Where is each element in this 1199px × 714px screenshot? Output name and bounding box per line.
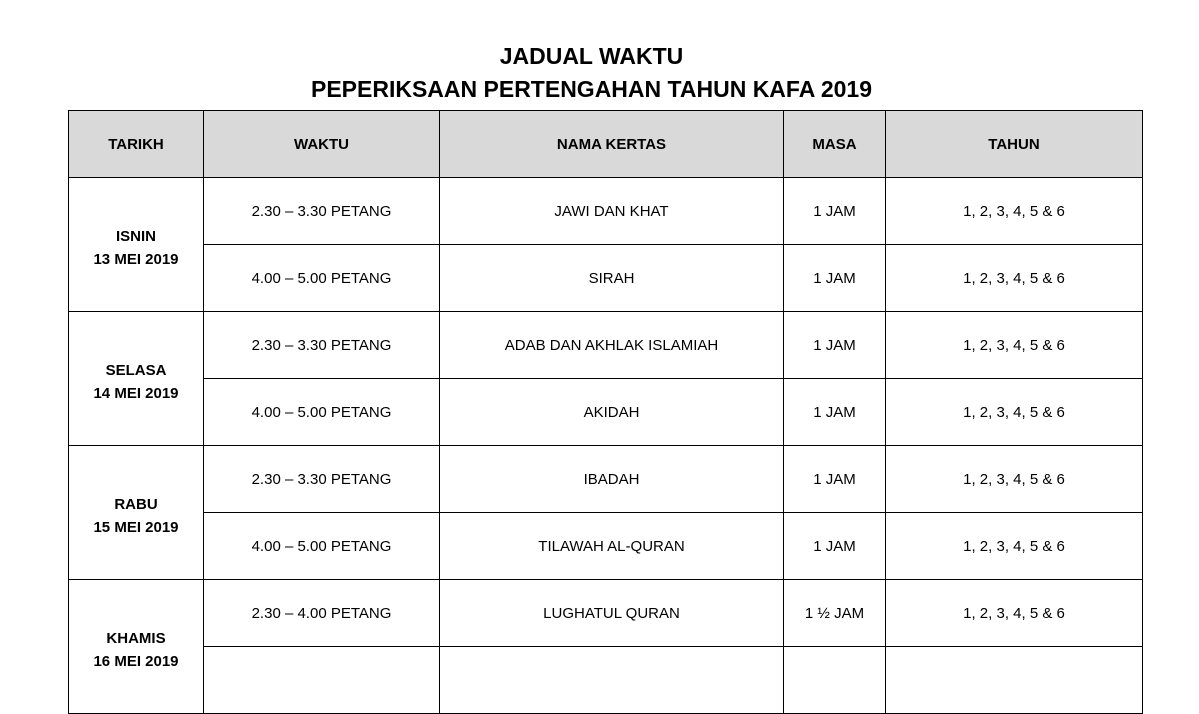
masa-cell: 1 JAM bbox=[784, 513, 886, 580]
table-row bbox=[69, 513, 1143, 580]
title-line-2: PEPERIKSAAN PERTENGAHAN TAHUN KAFA 2019 bbox=[310, 76, 873, 102]
table-row bbox=[69, 312, 1143, 379]
day-name: SELASA bbox=[105, 361, 167, 379]
day-name: RABU bbox=[114, 495, 158, 513]
waktu-cell: 4.00 – 5.00 PETANG bbox=[204, 513, 440, 580]
waktu-cell: 2.30 – 3.30 PETANG bbox=[204, 178, 440, 245]
date-cell bbox=[69, 580, 204, 714]
waktu-cell: 2.30 – 3.30 PETANG bbox=[204, 312, 440, 379]
table-row bbox=[69, 647, 1143, 714]
exam-schedule-table bbox=[68, 110, 1143, 714]
kertas-cell: TILAWAH AL-QURAN bbox=[440, 513, 784, 580]
header-waktu: WAKTU bbox=[204, 111, 440, 178]
day-date: 14 MEI 2019 bbox=[93, 384, 179, 402]
table-row bbox=[69, 245, 1143, 312]
kertas-cell: SIRAH bbox=[440, 245, 784, 312]
kertas-cell: LUGHATUL QURAN bbox=[440, 580, 784, 647]
tahun-cell: 1, 2, 3, 4, 5 & 6 bbox=[886, 178, 1143, 245]
table-row bbox=[69, 580, 1143, 647]
waktu-cell: 2.30 – 3.30 PETANG bbox=[204, 446, 440, 513]
masa-cell: 1 JAM bbox=[784, 446, 886, 513]
tahun-cell: 1, 2, 3, 4, 5 & 6 bbox=[886, 379, 1143, 446]
date-cell bbox=[69, 446, 204, 580]
header-tahun: TAHUN bbox=[886, 111, 1143, 178]
waktu-cell: 4.00 – 5.00 PETANG bbox=[204, 245, 440, 312]
date-cell bbox=[69, 178, 204, 312]
day-name: ISNIN bbox=[115, 227, 156, 245]
masa-cell: 1 JAM bbox=[784, 379, 886, 446]
day-date: 15 MEI 2019 bbox=[93, 518, 179, 536]
date-cell bbox=[69, 312, 204, 446]
tahun-cell: 1, 2, 3, 4, 5 & 6 bbox=[886, 580, 1143, 647]
masa-cell: 1 ½ JAM bbox=[784, 580, 886, 647]
masa-cell bbox=[784, 647, 886, 714]
waktu-cell: 4.00 – 5.00 PETANG bbox=[204, 379, 440, 446]
day-date: 16 MEI 2019 bbox=[93, 652, 179, 670]
masa-cell: 1 JAM bbox=[784, 312, 886, 379]
kertas-cell bbox=[440, 647, 784, 714]
kertas-cell: IBADAH bbox=[440, 446, 784, 513]
waktu-cell bbox=[204, 647, 440, 714]
header-masa: MASA bbox=[784, 111, 886, 178]
day-name: KHAMIS bbox=[106, 629, 166, 647]
tahun-cell: 1, 2, 3, 4, 5 & 6 bbox=[886, 312, 1143, 379]
masa-cell: 1 JAM bbox=[784, 178, 886, 245]
tahun-cell: 1, 2, 3, 4, 5 & 6 bbox=[886, 446, 1143, 513]
table-row bbox=[69, 379, 1143, 446]
masa-cell: 1 JAM bbox=[784, 245, 886, 312]
table-header-row bbox=[69, 111, 1143, 178]
document-title bbox=[0, 40, 1183, 106]
tahun-cell bbox=[886, 647, 1143, 714]
kertas-cell: ADAB DAN AKHLAK ISLAMIAH bbox=[440, 312, 784, 379]
kertas-cell: JAWI DAN KHAT bbox=[440, 178, 784, 245]
tahun-cell: 1, 2, 3, 4, 5 & 6 bbox=[886, 513, 1143, 580]
header-tarikh: TARIKH bbox=[69, 111, 204, 178]
waktu-cell: 2.30 – 4.00 PETANG bbox=[204, 580, 440, 647]
kertas-cell: AKIDAH bbox=[440, 379, 784, 446]
table-row bbox=[69, 446, 1143, 513]
title-line-1: JADUAL WAKTU bbox=[499, 43, 684, 69]
table-row bbox=[69, 178, 1143, 245]
header-nama-kertas: NAMA KERTAS bbox=[440, 111, 784, 178]
tahun-cell: 1, 2, 3, 4, 5 & 6 bbox=[886, 245, 1143, 312]
day-date: 13 MEI 2019 bbox=[93, 250, 179, 268]
